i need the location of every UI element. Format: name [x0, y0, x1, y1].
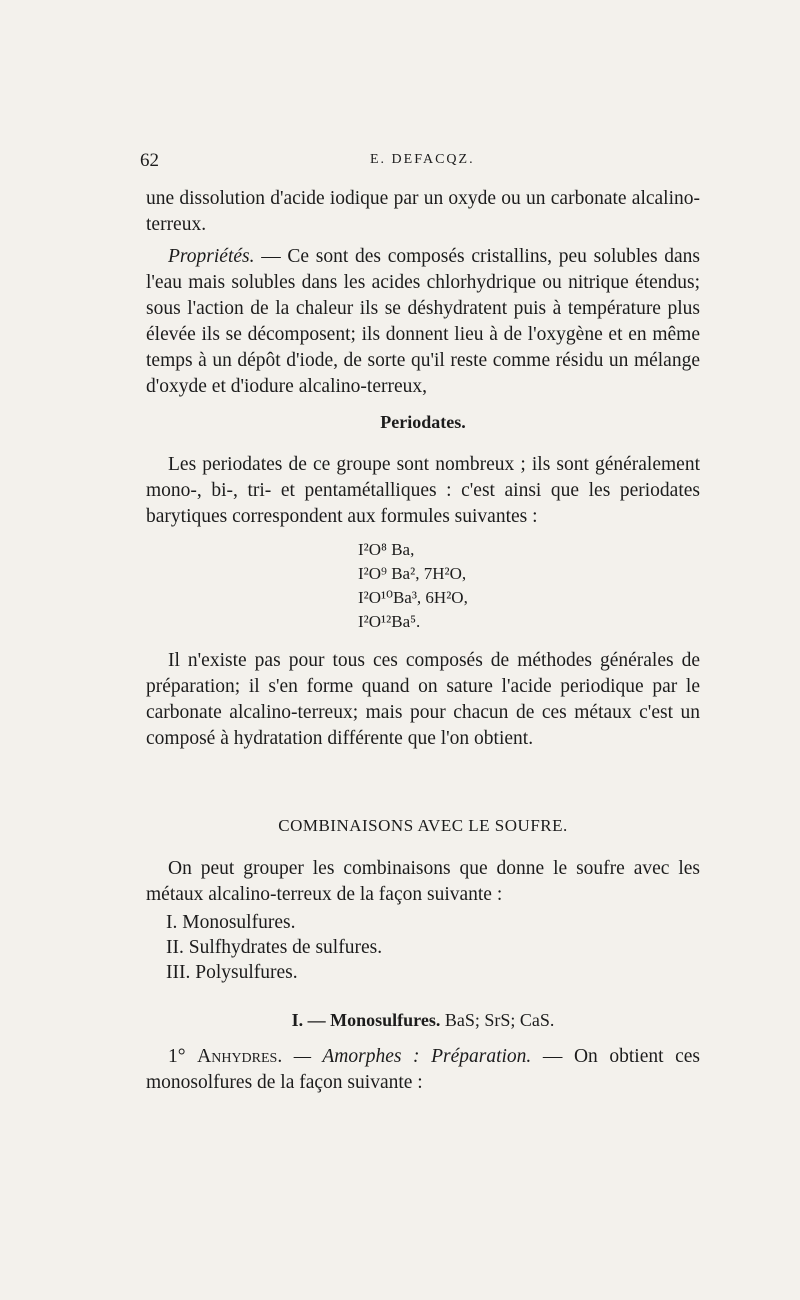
properties-text: — Ce sont des composés cristallins, peu solubles dans l'eau mais solubles dans les acides chlorhydrique ou nitrique étendus; sous l'action de la chaleur ils se déshydratent puis à température plus élevée ils se décomposent; ils donnent lieu à de l'oxygène et en même temps à un dépôt d'iode, de sorte qu'il reste comme résidu un mélange d'oxyde et d'iodure alcalino-terreux, — [146, 246, 700, 397]
paragraph-periodates — [146, 452, 700, 530]
periodates-text: Les periodates de ce groupe sont nombreux ; ils sont généralement mono-, bi-, tri- et pentamétalliques : c'est ainsi que les periodates barytiques correspondent aux formules suivantes : — [146, 454, 700, 527]
formula-line: I²O⁸ Ba, — [358, 540, 415, 559]
list-item: III. Polysulfures. — [166, 962, 298, 983]
formula-list — [358, 538, 468, 634]
paragraph-anhydres — [146, 1044, 700, 1096]
formula-line: I²O⁹ Ba², 7H²O, — [358, 564, 467, 583]
properties-label: Propriétés. — [168, 246, 255, 267]
paragraph-grouping — [146, 856, 700, 908]
anhydres-number: 1° — [168, 1046, 198, 1067]
periodates-heading: Periodates. — [380, 412, 466, 432]
sulfur-groups-list — [166, 910, 382, 985]
preparation-text: Il n'existe pas pour tous ces composés de méthodes générales de préparation; il s'en forme quand on sature l'acide periodique par le carbonate alcalino-terreux; mais pour chacun de ces métaux c'est un composé à hydratation différente que l'on obtient. — [146, 650, 700, 749]
page-number: 62 — [140, 150, 159, 171]
anhydres-text: — On obtient ces monosolfures de la façon suivante : — [146, 1046, 700, 1093]
monosulfures-label: I. — Monosulfures. — [291, 1010, 441, 1030]
anhydres-label: Anhydres. — [197, 1046, 283, 1067]
list-item: I. Monosulfures. — [166, 912, 296, 933]
page-header — [140, 150, 700, 174]
paragraph-intro: une dissolution d'acide iodique par un oxyde ou un carbonate alcalino-terreux. — [146, 188, 700, 235]
grouping-text: On peut grouper les combinaisons que donne le soufre avec les métaux alcalino-terreux de la façon suivante : — [146, 858, 700, 905]
paragraph-preparation — [146, 648, 700, 752]
list-item: II. Sulfhydrates de sulfures. — [166, 937, 383, 958]
section-heading: COMBINAISONS AVEC LE SOUFRE. — [278, 816, 568, 835]
formula-line: I²O¹⁰Ba³, 6H²O, — [358, 588, 468, 607]
formula-line: I²O¹²Ba⁵. — [358, 612, 421, 631]
monosulfures-formulas: BaS; SrS; CaS. — [440, 1010, 555, 1030]
anhydres-subtitle: — Amorphes : Préparation. — [282, 1046, 532, 1067]
monosulfures-heading — [146, 1010, 700, 1031]
paragraph-properties — [146, 244, 700, 400]
running-author: E. DEFACQZ. — [370, 152, 475, 167]
